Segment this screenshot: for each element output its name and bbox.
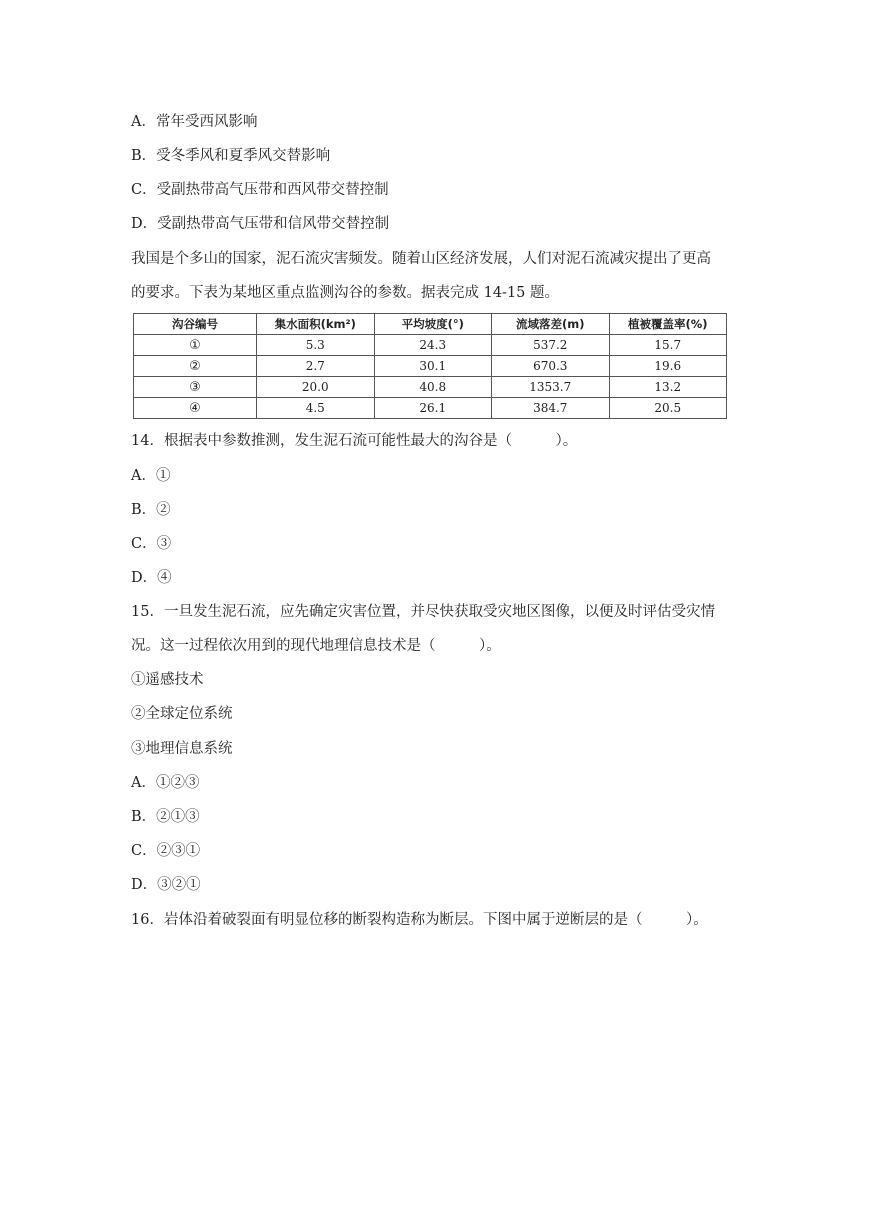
prev-option-d: D．受副热带高气压带和信风带交替控制 [131,216,390,232]
table-row [134,377,727,398]
question-16-stem: 16．岩体沿着破裂面有明显位移的断裂构造称为断层。下图中属于逆断层的是（ ）。 [131,912,708,928]
table-cell: 2.7 [257,356,375,377]
table-cell: 537.2 [492,335,610,356]
table-cell: 20.5 [609,398,727,419]
table-cell: 20.0 [257,377,375,398]
table-cell: ④ [134,398,257,419]
q15-item-1: ①遥感技术 [131,672,204,688]
table-cell: 384.7 [492,398,610,419]
q14-option-b: B．② [131,502,171,518]
table-cell: 4.5 [257,398,375,419]
table-header: 植被覆盖率(%) [609,314,727,335]
table-cell: ② [134,356,257,377]
q15-option-d: D．③②① [131,877,201,893]
table-header: 流域落差(m) [492,314,610,335]
table-row [134,398,727,419]
table-header: 平均坡度(°) [374,314,492,335]
table-cell: 24.3 [374,335,492,356]
q15-item-2: ②全球定位系统 [131,706,233,722]
table-cell: 13.2 [609,377,727,398]
table-row [134,335,727,356]
intro-line-2: 的要求。下表为某地区重点监测沟谷的参数。据表完成 14-15 题。 [131,285,560,301]
q15-item-3: ③地理信息系统 [131,741,233,757]
table-header-row [134,314,727,335]
table-row [134,356,727,377]
table-header: 集水面积(km²) [257,314,375,335]
table-cell: ③ [134,377,257,398]
prev-option-a: A．常年受西风影响 [131,114,258,130]
q14-option-d: D．④ [131,570,172,586]
q15-option-c: C．②③① [131,843,201,859]
table-cell: 26.1 [374,398,492,419]
q15-option-a: A．①②③ [131,775,200,791]
table-cell: 40.8 [374,377,492,398]
parameter-table [133,313,727,419]
table-cell: 15.7 [609,335,727,356]
intro-line-1: 我国是个多山的国家，泥石流灾害频发。随着山区经济发展，人们对泥石流减灾提出了更高 [131,251,711,267]
question-15-stem-line-1: 15．一旦发生泥石流，应先确定灾害位置，并尽快获取受灾地区图像，以便及时评估受灾情 [131,604,715,620]
table-cell: 30.1 [374,356,492,377]
table-header: 沟谷编号 [134,314,257,335]
table-cell: 5.3 [257,335,375,356]
table-cell: 1353.7 [492,377,610,398]
q14-option-c: C．③ [131,536,172,552]
q15-option-b: B．②①③ [131,809,200,825]
prev-option-c: C．受副热带高气压带和西风带交替控制 [131,182,389,198]
question-14-stem: 14．根据表中参数推测，发生泥石流可能性最大的沟谷是（ ）。 [131,433,578,449]
table-cell: 670.3 [492,356,610,377]
prev-option-b: B．受冬季风和夏季风交替影响 [131,148,331,164]
table-cell: ① [134,335,257,356]
question-15-stem-line-2: 况。这一过程依次用到的现代地理信息技术是（ ）。 [131,638,501,654]
table-cell: 19.6 [609,356,727,377]
q14-option-a: A．① [131,468,171,484]
